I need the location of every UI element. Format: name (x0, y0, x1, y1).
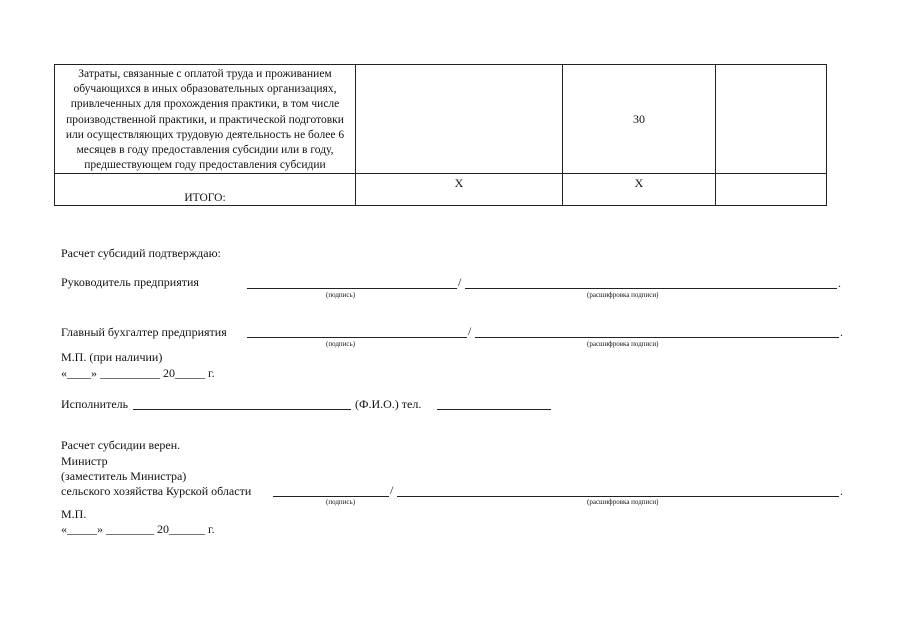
total-col3: Х (563, 174, 716, 206)
date-line-2: «_____» ________ 20______ г. (61, 522, 215, 536)
table-row (55, 65, 827, 174)
minister-decoding-hint: (расшифровка подписи) (587, 498, 659, 506)
row1-col3: 30 (563, 65, 716, 174)
row1-description: Затраты, связанные с оплатой труда и проживанием обучающихся в иных образовательных организациях, привлеченных для прохождения практики, в том числе производственной практики, и практической подготовки или осуществляющих трудовую деятельность не более 6 месяцев в году предоставления субсидии или в году, предшествующем году предоставления субсидии (55, 65, 356, 174)
total-col4 (716, 174, 827, 206)
accountant-period: . (840, 325, 843, 339)
director-signature-line (247, 288, 457, 289)
director-label: Руководитель предприятия (61, 275, 199, 289)
row1-col4 (716, 65, 827, 174)
row1-col2 (356, 65, 563, 174)
confirm-text: Расчет субсидий подтверждаю: (61, 246, 221, 260)
minister-slash: / (390, 483, 394, 497)
minister-period: . (840, 484, 843, 498)
accountant-signature-hint: (подпись) (326, 340, 356, 348)
minister-signature-hint: (подпись) (326, 498, 356, 506)
verified-text: Расчет субсидии верен. (61, 438, 181, 452)
table-row-total (55, 174, 827, 206)
minister-signature-line (273, 496, 389, 497)
accountant-decoding-line (475, 337, 839, 338)
executor-fio-line (133, 409, 351, 410)
executor-fio: (Ф.И.О.) тел. (355, 397, 422, 411)
director-decoding-line (465, 288, 837, 289)
subsidy-table (54, 64, 827, 206)
director-signature-hint: (подпись) (326, 291, 356, 299)
director-slash: / (458, 275, 462, 289)
total-label: ИТОГО: (55, 174, 356, 206)
minister-decoding-line (397, 496, 839, 497)
minister-label: Министр (61, 454, 108, 468)
accountant-slash: / (468, 324, 472, 338)
executor-phone-line (437, 409, 551, 410)
date-line-1: «____» __________ 20_____ г. (61, 366, 215, 380)
ministry-label: сельского хозяйства Курской области (61, 484, 252, 498)
director-decoding-hint: (расшифровка подписи) (587, 291, 659, 299)
accountant-signature-line (247, 337, 467, 338)
deputy-label: (заместитель Министра) (61, 469, 187, 483)
total-col2: Х (356, 174, 563, 206)
mp-label: М.П. (61, 507, 87, 521)
director-period: . (838, 276, 841, 290)
executor-label: Исполнитель (61, 397, 129, 411)
mp-optional: М.П. (при наличии) (61, 350, 163, 364)
accountant-decoding-hint: (расшифровка подписи) (587, 340, 659, 348)
accountant-label: Главный бухгалтер предприятия (61, 325, 227, 339)
